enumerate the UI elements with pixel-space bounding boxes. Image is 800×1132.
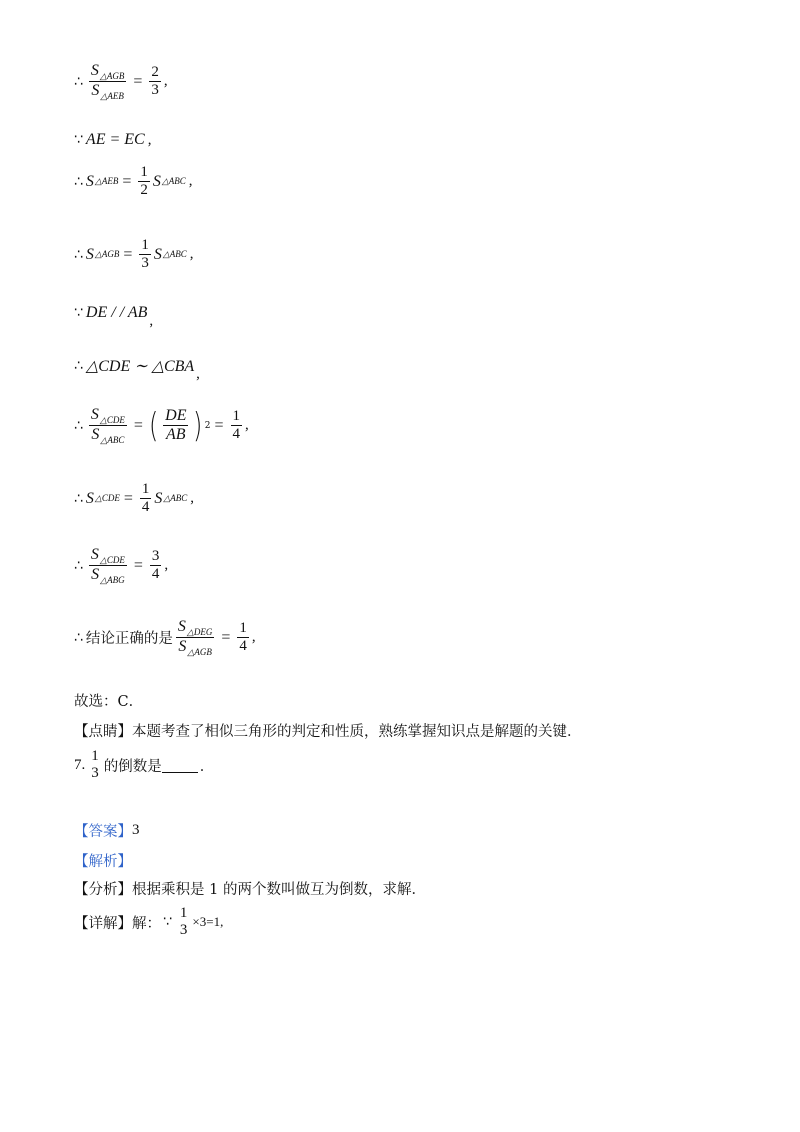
answer-line: 【答案】 3: [74, 822, 140, 840]
step-6: ∴ △CDE ∼ △CBA ,: [74, 358, 200, 382]
step-9: ∴ $\frac{S_{\triangle CDE}}{S_{\triangle ABG}}$ = $\frac{3}{4}$ ,: [74, 546, 169, 586]
area-ratio-fraction: $\frac{S_{\triangle AGB}}{S_{\triangle AEB}}$: [90, 62, 125, 102]
step-10-conclusion: ∴ 结论正确的是 $\frac{S_{\triangle DEG}}{S_{\triangle AGB}}$ = $\frac{1}{4}$ ,: [74, 618, 256, 658]
comment-tag: 【点睛】: [74, 724, 132, 740]
step-2: ∵ AE = EC ,: [74, 131, 152, 148]
because-symbol: ∵: [74, 132, 83, 148]
answer-tag: 【答案】: [74, 824, 132, 840]
choice-line: 故选：C．: [74, 694, 144, 710]
fenxi-tag: 【分析】: [74, 882, 132, 898]
therefore-symbol: ∴: [74, 73, 83, 90]
right-paren: ): [193, 405, 203, 446]
value-fraction: $\frac{2}{3}$: [151, 64, 159, 99]
answer-blank: [162, 758, 198, 773]
left-paren: (: [148, 405, 159, 446]
detail-line: 【详解】 解： ∵ 1 3 ×3=1,: [74, 905, 224, 939]
analysis-tag: 【解析】: [74, 854, 132, 870]
fenxi-line: 【分析】 根据乘积是 1 的两个数叫做互为倒数，求解．: [74, 878, 426, 899]
comment-line: 【点睛】 本题考查了相似三角形的判定和性质，熟练掌握知识点是解题的关键．: [74, 720, 582, 741]
analysis-line: [74, 850, 132, 871]
question-7: 7. 1 3 的倒数是 ．: [74, 748, 215, 782]
step-3: ∴ S △AEB = $\frac{1}{2}$ S △ABC ,: [74, 164, 193, 199]
step-8: ∴ S △CDE = $\frac{1}{4}$ S △ABC ,: [74, 481, 195, 516]
step-7: ∴ $\frac{S_{\triangle CDE}}{S_{\triangle ABC}}$ = ( $\frac{DE}{AB}$ ) 2 = $\frac{1}{4}$ ,: [74, 405, 249, 446]
step-5: ∵ DE / / AB ,: [74, 304, 154, 329]
detail-tag: 【详解】: [74, 915, 132, 932]
step-4: ∴ S △AGB = $\frac{1}{3}$ S △ABC ,: [74, 237, 194, 272]
question-number: 7.: [74, 756, 86, 773]
step-1: ∴ $\frac{S_{\triangle AGB}}{S_{\triangle AEB}}$ = $\frac{2}{3}$ ,: [74, 62, 168, 102]
